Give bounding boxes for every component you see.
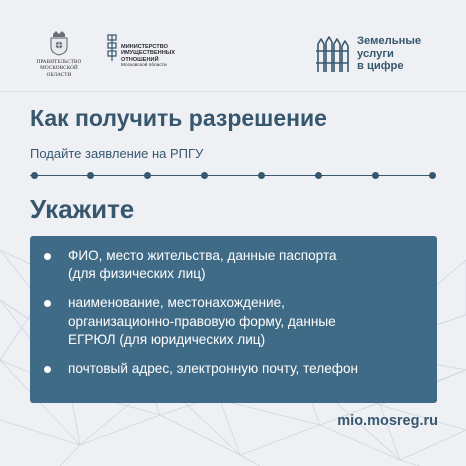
list-item-line: организационно-правовую форму, данные [68,313,336,329]
gov-caption-line-3: ОБЛАСТИ [46,71,72,78]
progress-dots [30,169,436,181]
list-item-line: (для физических лиц) [68,266,206,282]
fence-icon [315,34,349,74]
list-item-line: почтовый адрес, электронную почту, телефон [68,361,359,377]
list-item [44,294,423,349]
section-title: Укажите [30,194,135,224]
progress-dot [31,172,38,179]
service-line-1: Земельные [357,35,422,48]
list-item [44,360,423,378]
page-subtitle: Подайте заявление на РПГУ [30,146,204,161]
progress-dot [315,172,322,179]
ministry-line-3: ОТНОШЕНИЙ [121,56,159,63]
coat-of-arms-icon [48,30,70,56]
service-line-2: услуги [357,47,394,60]
progress-dot [372,172,379,179]
progress-dot [429,172,436,179]
ministry-logo [106,33,175,69]
header-divider [0,91,466,92]
list-item-line: ФИО, место жительства, данные паспорта [68,248,337,263]
list-item-line: наименование, местонахождение, [68,295,285,311]
website-url: mio.mosreg.ru [337,413,438,429]
page-title: Как получить разрешение [30,105,327,131]
land-services-logo [315,34,421,74]
ministry-line-2: ИМУЩЕСТВЕННЫХ [121,50,175,57]
list-item [44,247,423,283]
bullet-icon [44,253,51,260]
gov-caption-line-1: ПРАВИТЕЛЬСТВО [36,59,82,65]
gov-caption-line-2: МОСКОВСКОЙ [40,65,78,72]
service-line-3: в цифре [357,60,404,73]
bullet-icon [44,300,51,307]
ministry-emblem-icon [106,33,118,63]
progress-dot [258,172,265,179]
ministry-subtitle: Московской области [121,63,167,69]
progress-dot [144,172,151,179]
government-logo [30,30,88,78]
progress-dot [87,172,94,179]
progress-dot [201,172,208,179]
requirements-card [30,236,437,403]
ministry-line-1: МИНИСТЕРСТВО [121,44,168,50]
list-item-line: ЕГРЮЛ (для юридических лиц) [68,331,266,347]
bullet-icon [44,366,51,373]
